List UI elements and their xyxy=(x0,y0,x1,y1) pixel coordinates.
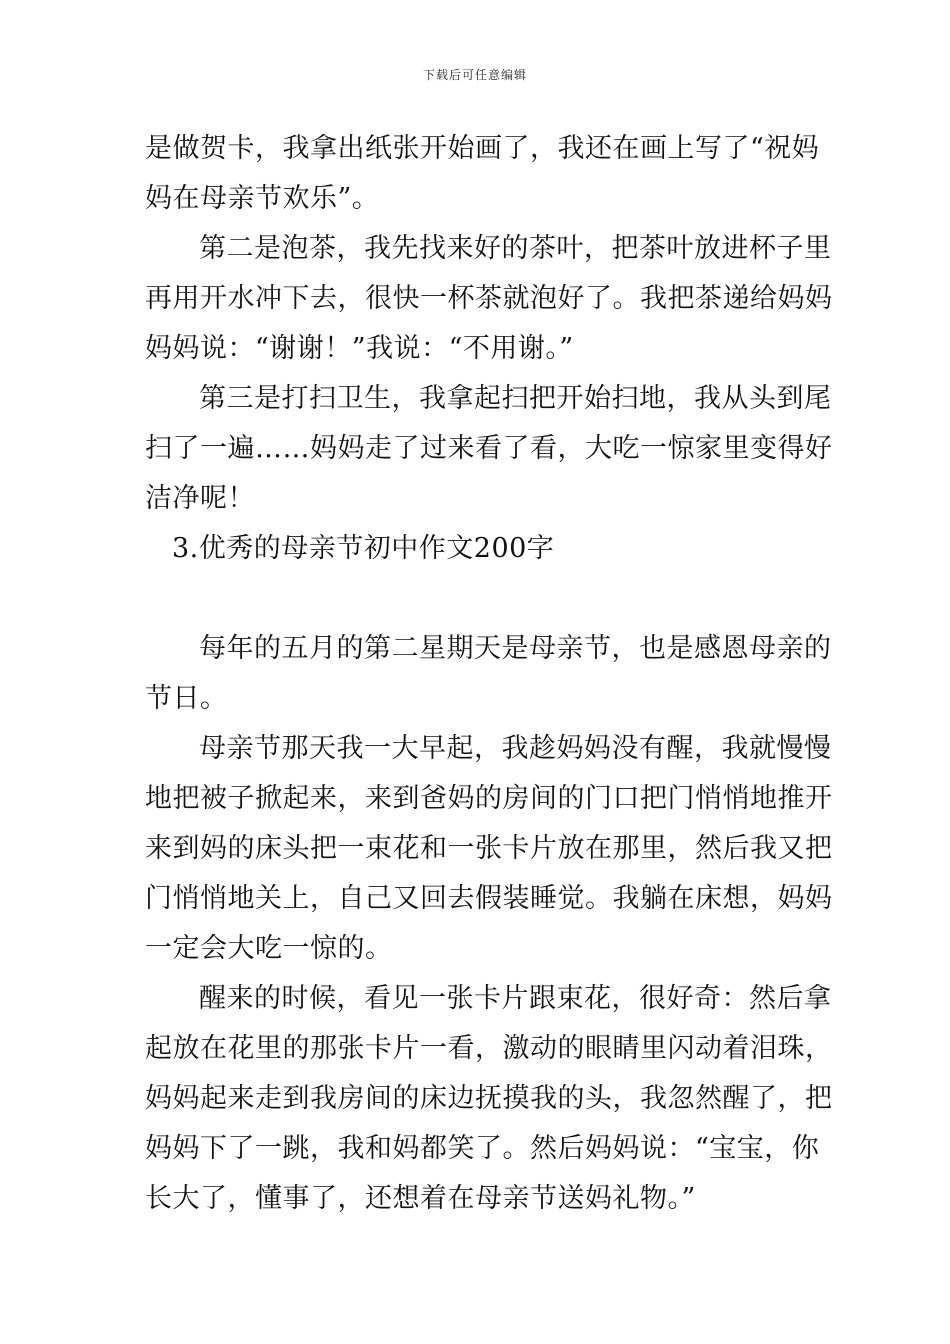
text-line: 再用开水冲下去，很快一杯茶就泡好了。我把茶递给妈妈 xyxy=(145,283,833,314)
text-line: 长大了，懂事了，还想着在母亲节送妈礼物。” xyxy=(145,1183,696,1214)
text-line: 节日。 xyxy=(145,683,228,714)
text-line: 起放在花里的那张卡片一看，激动的眼睛里闪动着泪珠， xyxy=(145,1033,833,1064)
text-line: 第二是泡茶，我先找来好的茶叶，把茶叶放进杯子里 xyxy=(199,233,832,264)
text-line: 是做贺卡，我拿出纸张开始画了，我还在画上写了“祝妈 xyxy=(145,133,820,164)
text-line: 妈妈起来走到我房间的床边抚摸我的头，我忽然醒了，把 xyxy=(145,1083,833,1114)
text-line: 一定会大吃一惊的。 xyxy=(145,933,393,964)
section-heading: 3.优秀的母亲节初中作文200字 xyxy=(172,533,555,564)
page-header: 下载后可任意编辑 xyxy=(422,68,527,82)
text-line: 醒来的时候，看见一张卡片跟束花，很好奇：然后拿 xyxy=(199,983,832,1014)
text-line: 妈妈说：“谢谢！”我说：“不用谢。” xyxy=(145,333,574,364)
text-line: 洁净呢！ xyxy=(145,483,255,514)
text-line: 地把被子掀起来，来到爸妈的房间的门口把门悄悄地推开 xyxy=(145,783,833,814)
text-line: 母亲节那天我一大早起，我趁妈妈没有醒，我就慢慢 xyxy=(199,733,832,764)
text-line: 第三是打扫卫生，我拿起扫把开始扫地，我从头到尾 xyxy=(199,383,832,414)
text-line: 扫了一遍……妈妈走了过来看了看，大吃一惊家里变得好 xyxy=(145,433,833,464)
text-line: 门悄悄地关上，自己又回去假装睡觉。我躺在床想，妈妈 xyxy=(145,883,833,914)
text-line: 妈在母亲节欢乐”。 xyxy=(145,183,380,214)
text-line: 每年的五月的第二星期天是母亲节，也是感恩母亲的 xyxy=(199,633,832,664)
text-line: 来到妈的床头把一束花和一张卡片放在那里，然后我又把 xyxy=(145,833,833,864)
text-line: 妈妈下了一跳，我和妈都笑了。然后妈妈说：“宝宝，你 xyxy=(145,1133,820,1164)
